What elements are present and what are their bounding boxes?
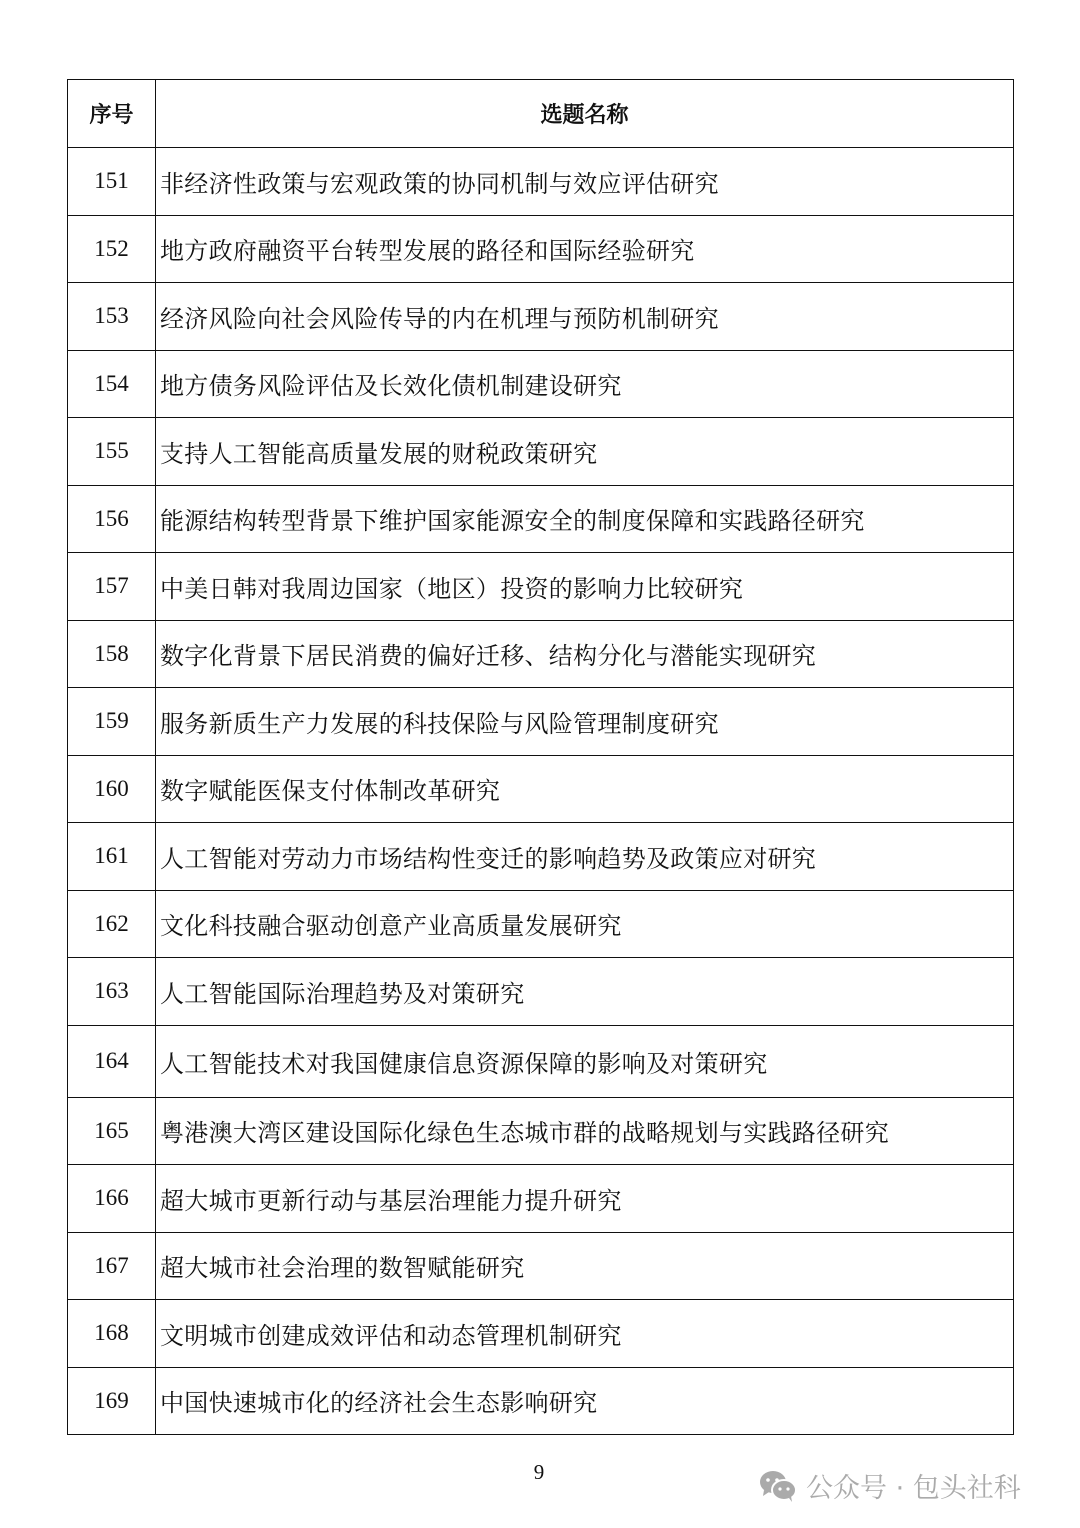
- topic-name-cell: 超大城市更新行动与基层治理能力提升研究: [156, 1165, 1014, 1233]
- table-row: [68, 755, 1014, 823]
- serial-number-cell: 155: [68, 418, 156, 486]
- serial-number-cell: 157: [68, 553, 156, 621]
- serial-number-cell: 166: [68, 1165, 156, 1233]
- topic-name-cell: 支持人工智能高质量发展的财税政策研究: [156, 418, 1014, 486]
- topic-name-cell: 中国快速城市化的经济社会生态影响研究: [156, 1367, 1014, 1435]
- header-topic-name: 选题名称: [156, 80, 1014, 148]
- topic-name-cell: 地方政府融资平台转型发展的路径和国际经验研究: [156, 215, 1014, 283]
- table-row: [68, 620, 1014, 688]
- serial-number-cell: 151: [68, 148, 156, 216]
- topic-name-cell: 人工智能技术对我国健康信息资源保障的影响及对策研究: [156, 1025, 1014, 1097]
- table-row: [68, 148, 1014, 216]
- table-row: [68, 823, 1014, 891]
- serial-number-cell: 152: [68, 215, 156, 283]
- serial-number-cell: 164: [68, 1025, 156, 1097]
- topics-table: [67, 79, 1014, 1435]
- table-row: [68, 958, 1014, 1026]
- table-row: [68, 553, 1014, 621]
- serial-number-cell: 169: [68, 1367, 156, 1435]
- serial-number-cell: 159: [68, 688, 156, 756]
- table-row: [68, 1367, 1014, 1435]
- topic-name-cell: 数字化背景下居民消费的偏好迁移、结构分化与潜能实现研究: [156, 620, 1014, 688]
- table-row: [68, 1300, 1014, 1368]
- topic-name-cell: 非经济性政策与宏观政策的协同机制与效应评估研究: [156, 148, 1014, 216]
- topic-name-cell: 粤港澳大湾区建设国际化绿色生态城市群的战略规划与实践路径研究: [156, 1097, 1014, 1165]
- topic-name-cell: 文化科技融合驱动创意产业高质量发展研究: [156, 890, 1014, 958]
- watermark: [758, 1466, 1021, 1505]
- topic-name-cell: 经济风险向社会风险传导的内在机理与预防机制研究: [156, 283, 1014, 351]
- table-row: [68, 283, 1014, 351]
- topic-name-cell: 超大城市社会治理的数智赋能研究: [156, 1232, 1014, 1300]
- serial-number-cell: 163: [68, 958, 156, 1026]
- topic-name-cell: 人工智能对劳动力市场结构性变迁的影响趋势及政策应对研究: [156, 823, 1014, 891]
- topic-name-cell: 地方债务风险评估及长效化债机制建设研究: [156, 350, 1014, 418]
- serial-number-cell: 161: [68, 823, 156, 891]
- table-row: [68, 350, 1014, 418]
- wechat-icon: [758, 1469, 798, 1503]
- topic-name-cell: 文明城市创建成效评估和动态管理机制研究: [156, 1300, 1014, 1368]
- table-row: [68, 1165, 1014, 1233]
- table-row: [68, 215, 1014, 283]
- serial-number-cell: 158: [68, 620, 156, 688]
- table-row: [68, 688, 1014, 756]
- table-row: [68, 1025, 1014, 1097]
- serial-number-cell: 154: [68, 350, 156, 418]
- topic-name-cell: 能源结构转型背景下维护国家能源安全的制度保障和实践路径研究: [156, 485, 1014, 553]
- table-row: [68, 418, 1014, 486]
- table-row: [68, 1097, 1014, 1165]
- topic-name-cell: 数字赋能医保支付体制改革研究: [156, 755, 1014, 823]
- serial-number-cell: 156: [68, 485, 156, 553]
- page-number: 9: [533, 1460, 545, 1484]
- serial-number-cell: 167: [68, 1232, 156, 1300]
- topic-name-cell: 中美日韩对我周边国家（地区）投资的影响力比较研究: [156, 553, 1014, 621]
- table-header-row: [68, 80, 1014, 148]
- watermark-text: 公众号 · 包头社科: [806, 1473, 1021, 1504]
- header-serial-number: 序号: [68, 80, 156, 148]
- table-row: [68, 890, 1014, 958]
- serial-number-cell: 153: [68, 283, 156, 351]
- serial-number-cell: 162: [68, 890, 156, 958]
- table-body: [68, 148, 1014, 1435]
- serial-number-cell: 168: [68, 1300, 156, 1368]
- serial-number-cell: 160: [68, 755, 156, 823]
- topic-name-cell: 服务新质生产力发展的科技保险与风险管理制度研究: [156, 688, 1014, 756]
- serial-number-cell: 165: [68, 1097, 156, 1165]
- table-row: [68, 1232, 1014, 1300]
- topic-name-cell: 人工智能国际治理趋势及对策研究: [156, 958, 1014, 1026]
- table-row: [68, 485, 1014, 553]
